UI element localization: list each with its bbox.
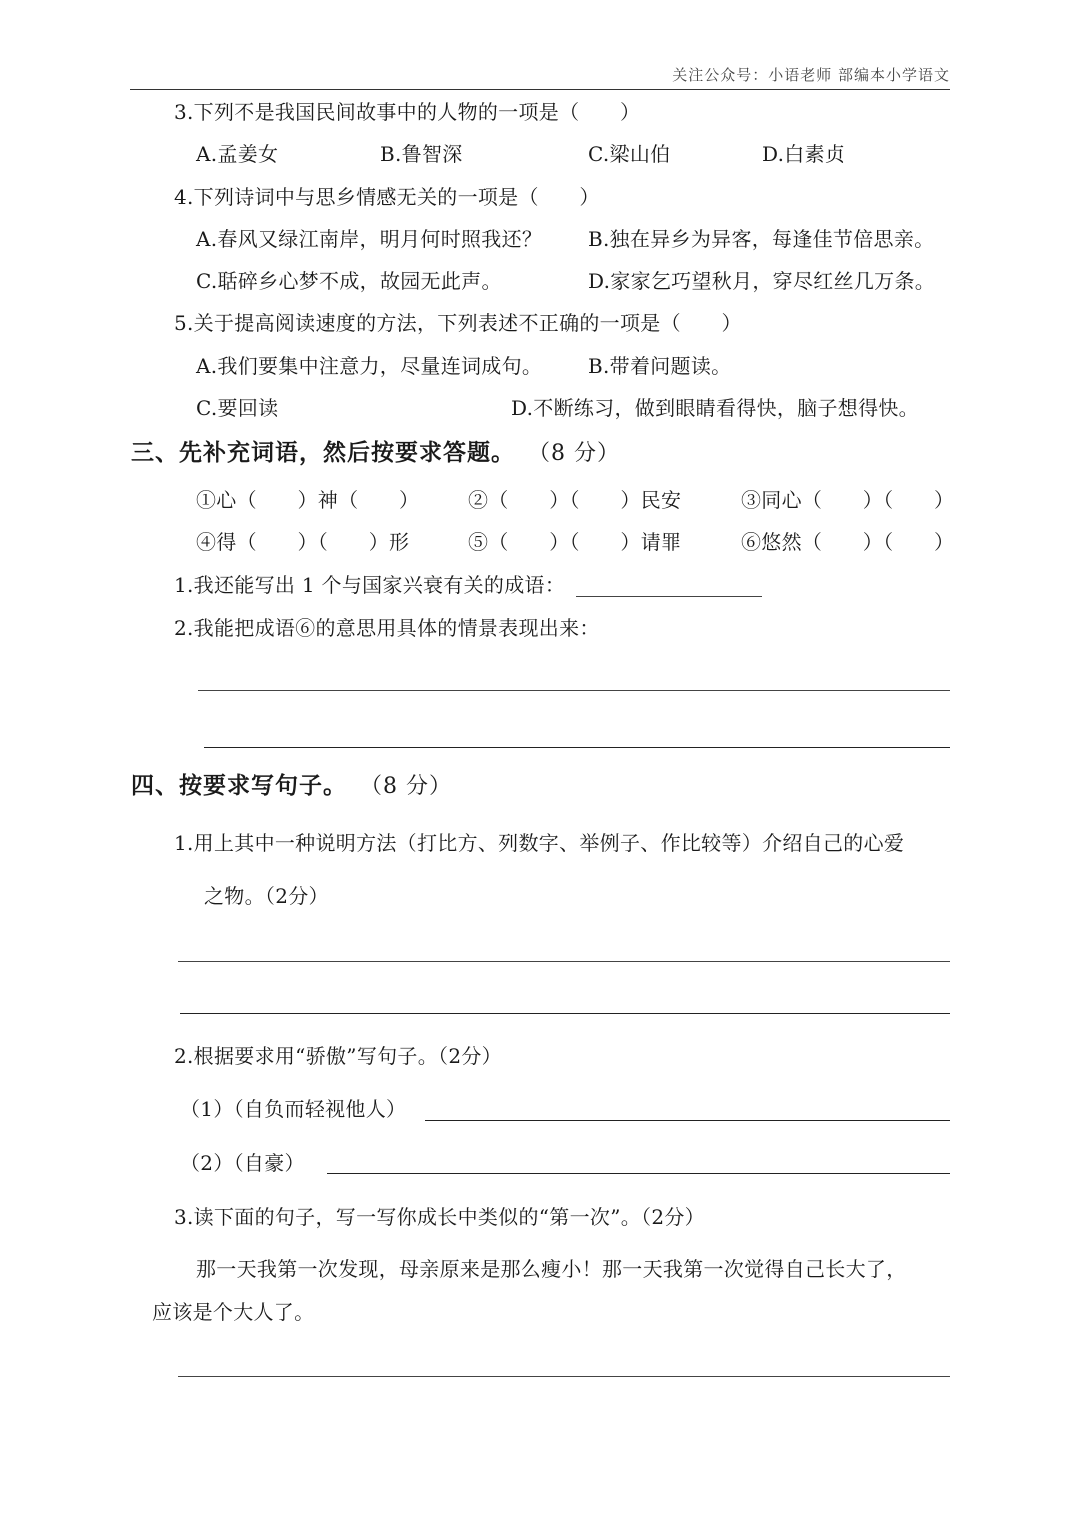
idiom-5: ⑤（ ）（ ）请罪 [468,530,682,554]
question-5-option-b: B.带着问题读。 [588,354,732,378]
idiom-1: ①心（ ）神（ ） [196,488,420,512]
idiom-2: ②（ ）（ ）民安 [468,488,682,512]
section-4-question-1-line-1: 1.用上其中一种说明方法（打比方、列数字、举例子、作比较等）介绍自己的心爱 [174,831,905,855]
question-4-option-b: B.独在异乡为异客，每逢佳节倍思亲。 [588,227,935,251]
question-5-stem: 5.关于提高阅读速度的方法，下列表述不正确的一项是（ ） [174,311,742,335]
section-4-question-2-part-2: （2）（自豪） [180,1151,305,1175]
section-4-question-2-part-1: （1）（自负而轻视他人） [180,1097,407,1121]
section-4-question-1-line-2: 之物。（2分） [204,884,329,908]
section-3-title: 三、先补充词语，然后按要求答题。 [131,440,515,466]
answer-line[interactable] [178,1376,950,1377]
answer-line[interactable] [425,1120,950,1121]
question-3-option-c: C.梁山伯 [588,142,671,166]
idiom-3: ③同心（ ）（ ） [741,488,955,512]
section-3-heading [131,438,620,469]
answer-line[interactable] [327,1173,950,1174]
answer-line[interactable] [576,596,762,597]
question-3-stem: 3.下列不是我国民间故事中的人物的一项是（ ） [174,100,641,124]
answer-line[interactable] [198,690,950,691]
section-4-title: 四、按要求写句子。 [131,773,347,799]
answer-line[interactable] [178,961,950,962]
section-3-question-2: 2.我能把成语⑥的意思用具体的情景表现出来： [174,616,600,640]
passage-line-2: 应该是个大人了。 [152,1300,315,1324]
section-4-question-2: 2.根据要求用“骄傲”写句子。（2分） [174,1044,502,1068]
question-3-option-a: A.孟姜女 [196,142,279,166]
header-divider [130,89,950,90]
answer-line[interactable] [180,1013,950,1014]
passage-line-1: 那一天我第一次发现，母亲原来是那么瘦小！那一天我第一次觉得自己长大了， [196,1257,907,1281]
answer-line[interactable] [204,747,950,748]
idiom-4: ④得（ ）（ ）形 [196,530,410,554]
section-3-question-1: 1.我还能写出 1 个与国家兴衰有关的成语： [174,573,566,597]
question-4-option-a: A.春风又绿江南岸，明月何时照我还？ [196,227,543,251]
question-5-option-a: A.我们要集中注意力，尽量连词成句。 [196,354,543,378]
section-4-question-3: 3.读下面的句子，写一写你成长中类似的“第一次”。（2分） [174,1205,705,1229]
section-4-score: （8 分） [371,774,452,799]
section-3-score: （8 分） [539,441,620,466]
question-4-option-c: C.聒碎乡心梦不成，故园无此声。 [196,269,502,293]
section-4-heading [131,771,452,802]
question-4-option-d: D.家家乞巧望秋月，穿尽红丝几万条。 [588,269,936,293]
header-text: 关注公众号：小语老师 部编本小学语文 [672,66,950,84]
idiom-6: ⑥悠然（ ）（ ） [741,530,955,554]
question-3-option-d: D.白素贞 [762,142,846,166]
question-3-option-b: B.鲁智深 [380,142,463,166]
question-5-option-c: C.要回读 [196,396,279,420]
question-5-option-d: D.不断练习，做到眼睛看得快，脑子想得快。 [511,396,919,420]
question-4-stem: 4.下列诗词中与思乡情感无关的一项是（ ） [174,185,600,209]
